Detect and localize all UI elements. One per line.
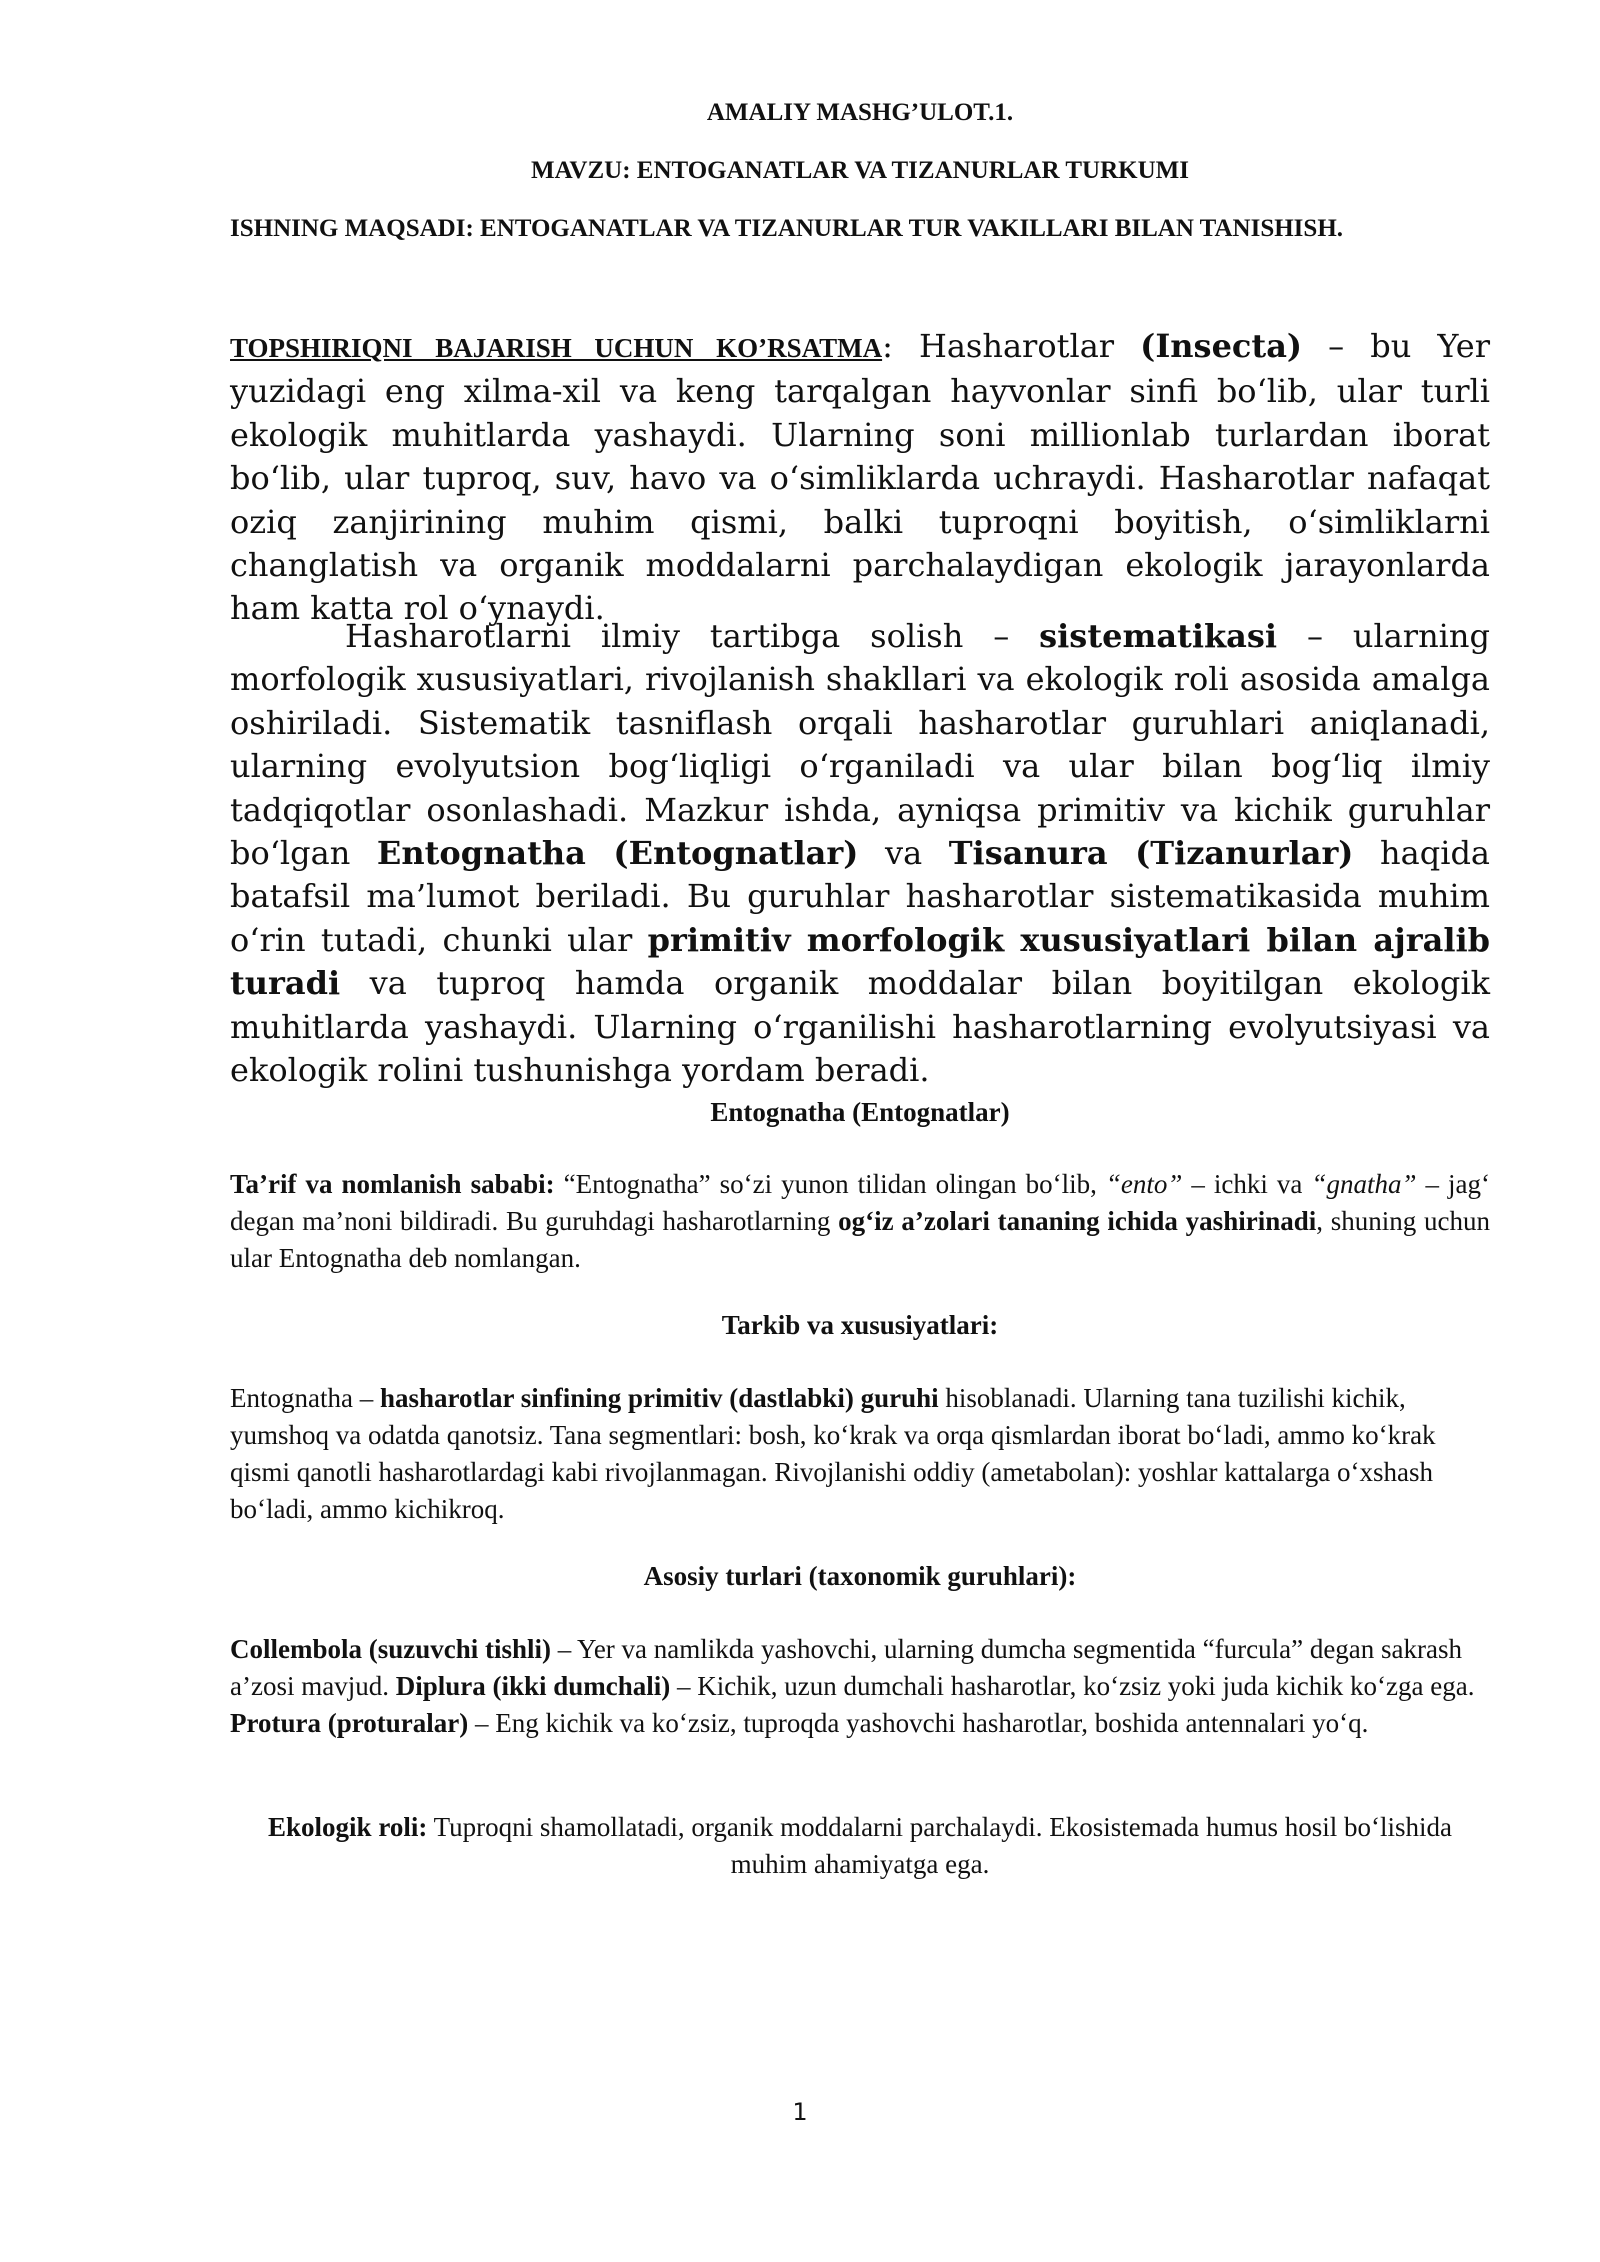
ecology-text: Tuproqni shamollatadi, organik moddalarni parchalaydi. Ekosistemada humus hosil bo‘lishida muhim ahamiyatga ega. [427, 1812, 1452, 1879]
systematics-text-3: va [858, 834, 949, 873]
types-text-3: – Eng kichik va ko‘zsiz, tuproqda yashovchi hasharotlar, boshida antennalari yo‘q. [468, 1708, 1369, 1738]
intro-bold: (Insecta) [1140, 327, 1303, 365]
systematics-text-2: – ularning morfologik xususiyatlari, rivojlanish shakllari va ekologik roli asosida amalga oshiriladi. Sistematik tasniflash orqali hasharotlar guruhlari aniqlanadi, ularning evolyutsion bog‘liqligi o‘rganiladi va ular bilan bog‘liq ilmiy tadqiqotlar osonlashadi. Mazkur ishda, ayniqsa primitiv va kichik guruhlar bo‘lgan [230, 617, 1491, 873]
types-paragraph [230, 1631, 1490, 1742]
definition-text-2: – ichki va [1182, 1169, 1312, 1199]
systematics-text-5: va tuproq hamda organik moddalar bilan boyitilgan ekologik muhitlarda yashaydi. Ularning o‘rganilishi hasharotlarning evolyutsiyasi va ekologik rolini tushunishga yordam beradi. [230, 964, 1490, 1090]
types-bold-3: Protura (proturalar) [230, 1708, 469, 1738]
definition-text-1: “Entognatha” so‘zi yunon tilidan olingan bo‘lib, [554, 1169, 1106, 1199]
definition-text-4: , shuning uchun ular Entognatha deb nomlangan. [230, 1206, 1490, 1273]
systematics-text-1: Hasharotlarni ilmiy tartibga solish – [345, 617, 1040, 655]
page-number: 1 [792, 2098, 808, 2126]
systematics-paragraph [230, 615, 1490, 1092]
systematics-bold-1: sistematikasi [1039, 617, 1278, 655]
types-text-2: – Kichik, uzun dumchali hasharotlar, ko‘zsiz yoki juda kichik ko‘zga ega. [670, 1671, 1475, 1701]
composition-paragraph [230, 1380, 1490, 1528]
composition-heading: Tarkib va xususiyatlari: [721, 1310, 999, 1340]
types-text-1: – Yer va namlikda yashovchi, ularning dumcha segmentida “furcula” degan sakrash a’zosi mavjud. [230, 1634, 1463, 1701]
types-heading: Asosiy turlari (taxonomik guruhlari): [643, 1561, 1077, 1591]
definition-italic-2: “gnatha” [1311, 1169, 1417, 1199]
intro-text: Hasharotlar [892, 327, 1141, 365]
composition-text-1: Entognatha – [230, 1383, 380, 1413]
composition-bold: hasharotlar sinfining primitiv (dastlabki) guruhi [379, 1383, 939, 1413]
document-topic: MAVZU: ENTOGANATLAR VA TIZANURLAR TURKUMI [531, 157, 1189, 184]
types-bold-1: Collembola (suzuvchi tishli) [230, 1634, 552, 1664]
systematics-bold-3: Tisanura (Tizanurlar) [948, 834, 1354, 873]
composition-text-2: hisoblanadi. Ularning tana tuzilishi kichik, yumshoq va odatda qanotsiz. Tana segmentlari: bosh, ko‘krak va orqa qismlardan iborat bo‘ladi, ammo ko‘krak qismi qanotli hasharotlardagi kabi rivojlanmagan. Rivojlanishi oddiy (ametabolan): yoshlar kattalarga o‘xshash bo‘ladi, ammo kichikroq. [230, 1383, 1436, 1524]
definition-label: Ta’rif va nomlanish sababi: [230, 1169, 555, 1199]
intro-label: TOPSHIRIQNI BAJARISH UCHUN KO’RSATMA [230, 333, 883, 363]
ecology-paragraph [230, 1809, 1490, 1883]
definition-paragraph [230, 1166, 1490, 1277]
intro-colon: : [882, 327, 893, 365]
definition-bold: og‘iz a’zolari tananing ichida yashirinadi [838, 1206, 1317, 1236]
document-goal: ISHNING MAQSADI: ENTOGANATLAR VA TIZANURLAR TUR VAKILLARI BILAN TANISHISH. [230, 215, 1344, 242]
definition-text-3: – jag‘ degan ma’noni bildiradi. Bu guruhdagi hasharotlarning [230, 1169, 1490, 1236]
entognatha-heading: Entognatha (Entognatlar) [710, 1097, 1010, 1127]
document-title: AMALIY MASHG’ULOT.1. [706, 99, 1014, 126]
systematics-bold-4: primitiv morfologik xususiyatlari bilan ajralib turadi [230, 920, 1490, 1003]
ecology-label: Ekologik roli: [268, 1812, 428, 1842]
intro-paragraph [230, 325, 1490, 631]
systematics-bold-2: Entognatha (Entognatlar) [376, 834, 859, 873]
types-bold-2: Diplura (ikki dumchali) [395, 1671, 671, 1701]
definition-italic-1: “ento” [1105, 1169, 1183, 1199]
systematics-text-4: haqida batafsil ma’lumot beriladi. Bu guruhlar hasharotlar sistematikasida muhim o‘rin tutadi, chunki ular [230, 834, 1490, 959]
intro-text-2: – bu Yer yuzidagi eng xilma-xil va keng tarqalgan hayvonlar sinfi bo‘lib, ular turli ekologik muhitlarda yashaydi. Ularning soni millionlab turlardan iborat bo‘lib, ular tuproq, suv, havo va o‘simliklarda uchraydi. Hasharotlar nafaqat oziq zanjirining muhim qismi, balki tuproqni boyitish, o‘simliklarni changlatish va organik moddalarni parchalaydigan ekologik jarayonlarda ham katta rol o‘ynaydi. [230, 327, 1491, 628]
